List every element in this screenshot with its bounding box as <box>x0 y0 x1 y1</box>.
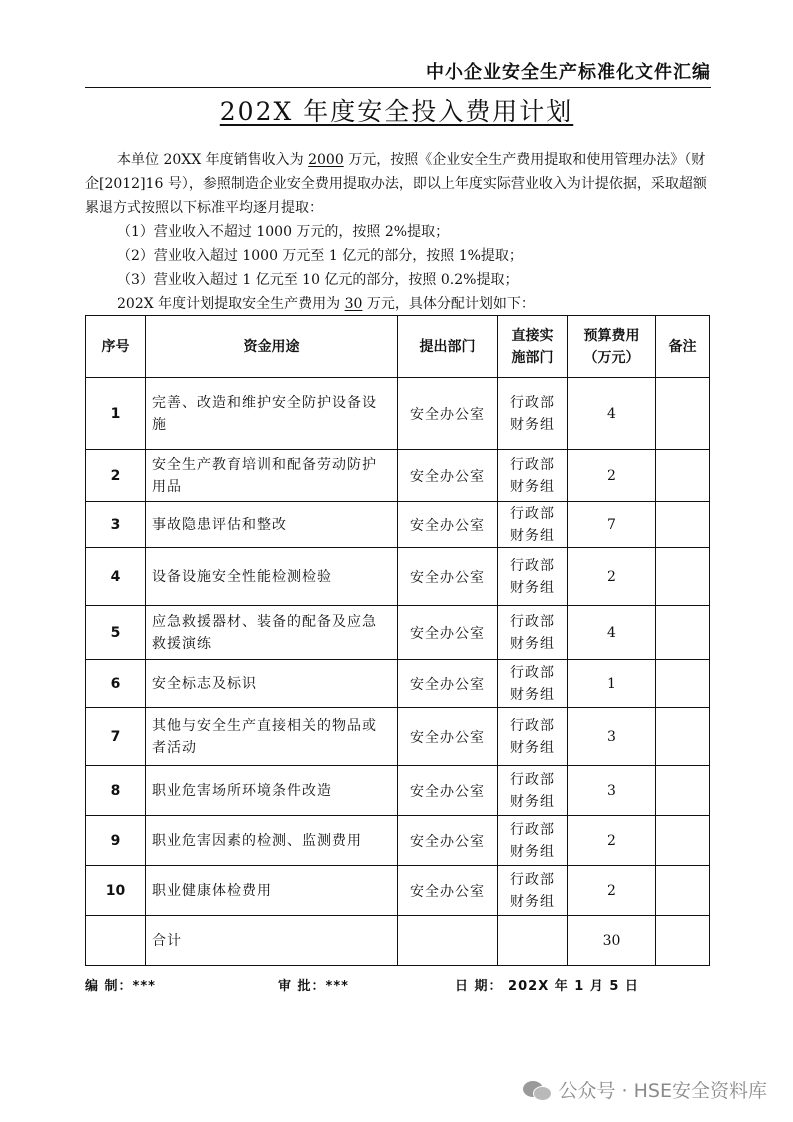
plan-sentence: 202X 年度计划提取安全生产费用为 30 万元，具体分配计划如下： <box>117 296 535 312</box>
row-dept: 安全办公室 <box>398 548 498 606</box>
total-exec <box>498 916 568 966</box>
row-exec: 行政部 财务组 <box>498 816 568 866</box>
row-exec: 行政部 财务组 <box>498 708 568 766</box>
header-no: 序号 <box>86 316 146 378</box>
total-budget: 30 <box>568 916 656 966</box>
header-dept: 提出部门 <box>398 316 498 378</box>
row-budget: 3 <box>568 766 656 816</box>
row-budget: 4 <box>568 606 656 660</box>
wechat-icon <box>523 1079 551 1101</box>
row-budget: 2 <box>568 866 656 916</box>
row-exec: 行政部 财务组 <box>498 606 568 660</box>
total-dept <box>398 916 498 966</box>
intro-text <box>85 148 711 316</box>
row-dept: 安全办公室 <box>398 378 498 450</box>
rate-item-2: （2）营业收入超过 1000 万元至 1 亿元的部分，按照 1%提取； <box>117 248 523 264</box>
table-row <box>86 708 710 766</box>
row-no: 5 <box>86 606 146 660</box>
row-exec: 行政部 财务组 <box>498 502 568 548</box>
sales-amount: 2000 <box>308 152 344 168</box>
row-use: 职业危害场所环境条件改造 <box>146 766 398 816</box>
total-no <box>86 916 146 966</box>
table-row <box>86 502 710 548</box>
prepared-by: 编 制：*** <box>85 979 156 994</box>
row-budget: 2 <box>568 816 656 866</box>
row-note <box>656 708 710 766</box>
row-use: 设备设施安全性能检测检验 <box>146 548 398 606</box>
row-exec: 行政部 财务组 <box>498 766 568 816</box>
header-exec: 直接实 施部门 <box>498 316 568 378</box>
row-use: 安全标志及标识 <box>146 660 398 708</box>
table-row <box>86 660 710 708</box>
row-use: 职业健康体检费用 <box>146 866 398 916</box>
approved-by: 审 批：*** <box>278 979 349 994</box>
row-use: 应急救援器材、装备的配备及应急救援演练 <box>146 606 398 660</box>
row-no: 8 <box>86 766 146 816</box>
header-note: 备注 <box>656 316 710 378</box>
watermark <box>523 1076 767 1103</box>
row-dept: 安全办公室 <box>398 606 498 660</box>
table-row <box>86 866 710 916</box>
row-budget: 1 <box>568 660 656 708</box>
row-budget: 4 <box>568 378 656 450</box>
row-no: 10 <box>86 866 146 916</box>
row-note <box>656 450 710 502</box>
table-row <box>86 548 710 606</box>
budget-table <box>85 315 710 966</box>
row-dept: 安全办公室 <box>398 502 498 548</box>
row-dept: 安全办公室 <box>398 766 498 816</box>
row-dept: 安全办公室 <box>398 708 498 766</box>
series-title: 中小企业安全生产标准化文件汇编 <box>426 62 711 83</box>
row-no: 2 <box>86 450 146 502</box>
intro-paragraph: 本单位 20XX 年度销售收入为 2000 万元，按照《企业安全生产费用提取和使用管理办法》（财企[2012]16 号），参照制造企业安全费用提取办法，即以上年度实际营业收入为计提依据，采取超额累退方式按照以下标准平均逐月提取： <box>85 152 707 216</box>
row-use: 职业危害因素的检测、监测费用 <box>146 816 398 866</box>
total-note <box>656 916 710 966</box>
row-use: 其他与安全生产直接相关的物品或者活动 <box>146 708 398 766</box>
row-note <box>656 816 710 866</box>
row-budget: 3 <box>568 708 656 766</box>
row-note <box>656 502 710 548</box>
header-rule <box>85 87 711 88</box>
row-note <box>656 548 710 606</box>
row-use: 完善、改造和维护安全防护设备设施 <box>146 378 398 450</box>
watermark-text: 公众号 · HSE安全资料库 <box>558 1080 767 1102</box>
row-note <box>656 766 710 816</box>
header-use: 资金用途 <box>146 316 398 378</box>
row-exec: 行政部 财务组 <box>498 660 568 708</box>
row-dept: 安全办公室 <box>398 816 498 866</box>
row-dept: 安全办公室 <box>398 660 498 708</box>
table-row <box>86 606 710 660</box>
row-budget: 2 <box>568 548 656 606</box>
row-budget: 2 <box>568 450 656 502</box>
row-exec: 行政部 财务组 <box>498 450 568 502</box>
row-use: 安全生产教育培训和配备劳动防护用品 <box>146 450 398 502</box>
row-no: 6 <box>86 660 146 708</box>
table-row <box>86 450 710 502</box>
row-dept: 安全办公室 <box>398 866 498 916</box>
header-budget: 预算费用 （万元） <box>568 316 656 378</box>
table-row <box>86 766 710 816</box>
date: 日 期： 202X 年 1 月 5 日 <box>455 979 639 994</box>
table-row <box>86 378 710 450</box>
total-label: 合计 <box>146 916 398 966</box>
row-note <box>656 606 710 660</box>
row-no: 3 <box>86 502 146 548</box>
table-row <box>86 816 710 866</box>
row-no: 4 <box>86 548 146 606</box>
total-row <box>86 916 710 966</box>
row-no: 1 <box>86 378 146 450</box>
rate-item-1: （1）营业收入不超过 1000 万元的，按照 2%提取； <box>117 224 450 240</box>
row-budget: 7 <box>568 502 656 548</box>
row-dept: 安全办公室 <box>398 450 498 502</box>
row-no: 9 <box>86 816 146 866</box>
row-use: 事故隐患评估和整改 <box>146 502 398 548</box>
row-note <box>656 378 710 450</box>
rate-item-3: （3）营业收入超过 1 亿元至 10 亿元的部分，按照 0.2%提取； <box>117 272 519 288</box>
document-title: 202X 年度安全投入费用计划 <box>219 97 574 126</box>
row-exec: 行政部 财务组 <box>498 548 568 606</box>
row-exec: 行政部 财务组 <box>498 378 568 450</box>
row-note <box>656 660 710 708</box>
table-header-row <box>86 316 710 378</box>
plan-amount: 30 <box>344 296 363 312</box>
row-exec: 行政部 财务组 <box>498 866 568 916</box>
row-note <box>656 866 710 916</box>
row-no: 7 <box>86 708 146 766</box>
